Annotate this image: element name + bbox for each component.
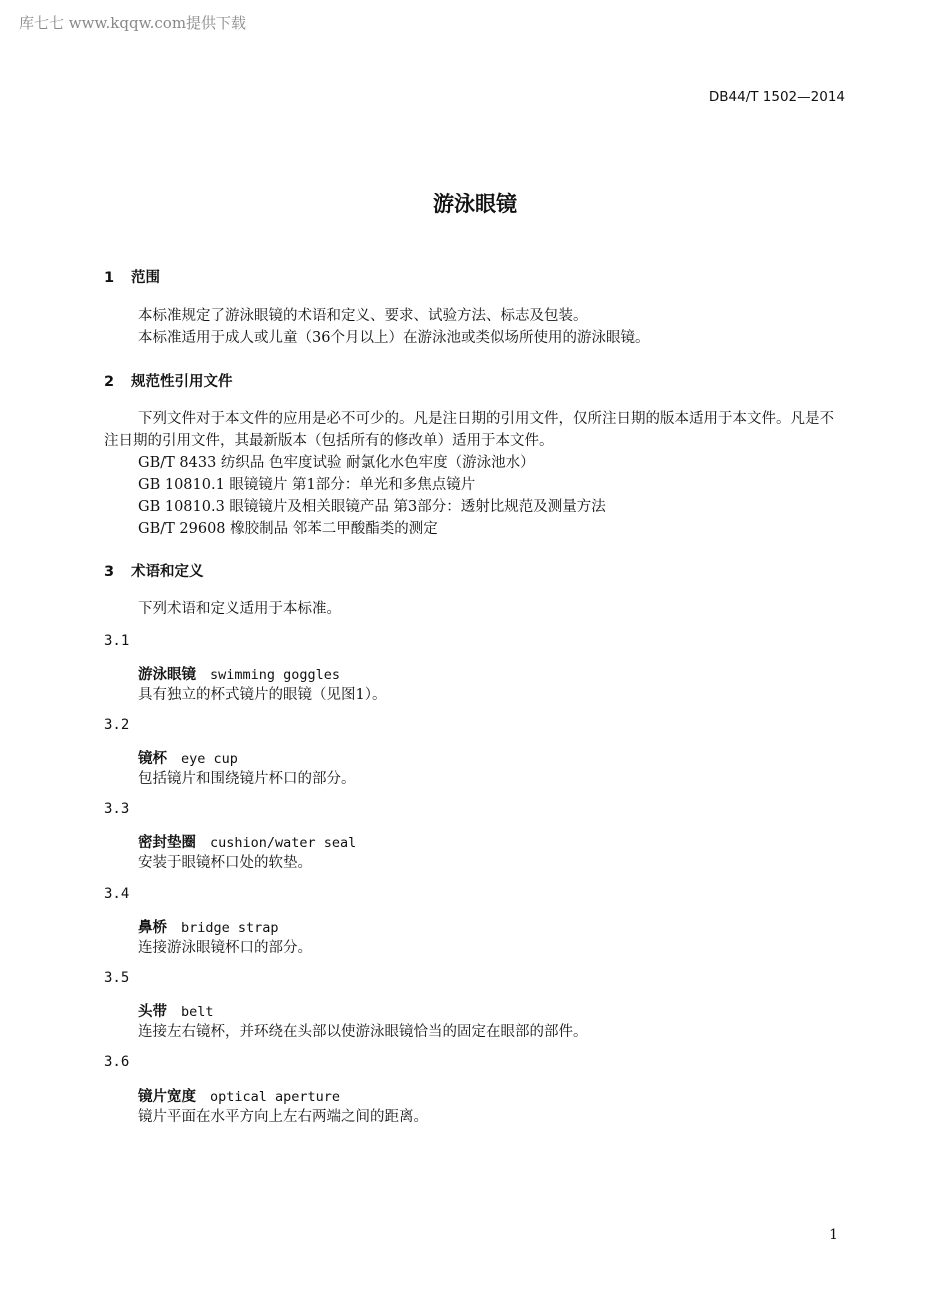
paragraph: 本标准适用于成人或儿童（36个月以上）在游泳池或类似场所使用的游泳眼镜。 xyxy=(138,330,650,346)
term-english: eye cup xyxy=(181,751,238,767)
term-entry xyxy=(138,663,340,684)
reference-item: GB/T 8433 纺织品 色牢度试验 耐氯化水色牢度（游泳池水） xyxy=(138,455,535,471)
watermark: 库七七 www.kqqw.com提供下载 xyxy=(19,14,247,32)
term-entry xyxy=(138,1085,340,1106)
term-number: 3.5 xyxy=(104,970,130,986)
page-number: 1 xyxy=(829,1227,838,1243)
term-definition: 安装于眼镜杯口处的软垫。 xyxy=(138,855,312,871)
term-definition: 连接游泳眼镜杯口的部分。 xyxy=(138,940,312,956)
term-chinese: 镜杯 xyxy=(138,751,167,767)
page-title: 游泳眼镜 xyxy=(433,192,517,216)
paragraph: 下列文件对于本文件的应用是必不可少的。凡是注日期的引用文件，仅所注日期的版本适用于本文件。凡是不注日期的引用文件，其最新版本（包括所有的修改单）适用于本文件。 xyxy=(104,411,834,449)
term-entry xyxy=(138,831,356,852)
term-english: bridge strap xyxy=(181,920,279,936)
term-entry xyxy=(138,1000,214,1021)
section-heading-scope xyxy=(104,266,160,287)
reference-item: GB 10810.3 眼镜镜片及相关眼镜产品 第3部分：透射比规范及测量方法 xyxy=(138,499,606,515)
term-chinese: 头带 xyxy=(138,1004,167,1020)
term-number: 3.3 xyxy=(104,801,130,817)
term-chinese: 鼻桥 xyxy=(138,920,167,936)
reference-item: GB 10810.1 眼镜镜片 第1部分：单光和多焦点镜片 xyxy=(138,477,476,493)
section-heading-normative-references xyxy=(104,370,233,391)
section-number: 2 xyxy=(104,374,115,390)
paragraph: 本标准规定了游泳眼镜的术语和定义、要求、试验方法、标志及包装。 xyxy=(138,308,588,324)
term-english: optical aperture xyxy=(210,1089,341,1105)
section-title: 术语和定义 xyxy=(131,564,204,580)
term-definition: 具有独立的杯式镜片的眼镜（见图1）。 xyxy=(138,687,387,703)
reference-item: GB/T 29608 橡胶制品 邻苯二甲酸酯类的测定 xyxy=(138,521,438,537)
term-number: 3.6 xyxy=(104,1054,130,1070)
term-english: swimming goggles xyxy=(210,667,341,683)
document-number: DB44/T 1502—2014 xyxy=(708,89,845,105)
term-entry xyxy=(138,747,238,768)
section-title: 规范性引用文件 xyxy=(131,374,233,390)
section-title: 范围 xyxy=(131,270,160,286)
term-number: 3.1 xyxy=(104,633,130,649)
term-definition: 连接左右镜杯，并环绕在头部以使游泳眼镜恰当的固定在眼部的部件。 xyxy=(138,1024,588,1040)
term-entry xyxy=(138,916,279,937)
term-english: belt xyxy=(181,1004,214,1020)
paragraph: 下列术语和定义适用于本标准。 xyxy=(138,601,341,617)
term-english: cushion/water seal xyxy=(210,835,357,851)
term-definition: 包括镜片和围绕镜片杯口的部分。 xyxy=(138,771,356,787)
term-number: 3.2 xyxy=(104,717,130,733)
section-number: 3 xyxy=(104,564,115,580)
term-chinese: 游泳眼镜 xyxy=(138,667,196,683)
section-heading-terms-definitions xyxy=(104,560,204,581)
term-chinese: 密封垫圈 xyxy=(138,835,196,851)
term-number: 3.4 xyxy=(104,886,130,902)
term-chinese: 镜片宽度 xyxy=(138,1089,196,1105)
section-number: 1 xyxy=(104,270,115,286)
term-definition: 镜片平面在水平方向上左右两端之间的距离。 xyxy=(138,1109,428,1125)
